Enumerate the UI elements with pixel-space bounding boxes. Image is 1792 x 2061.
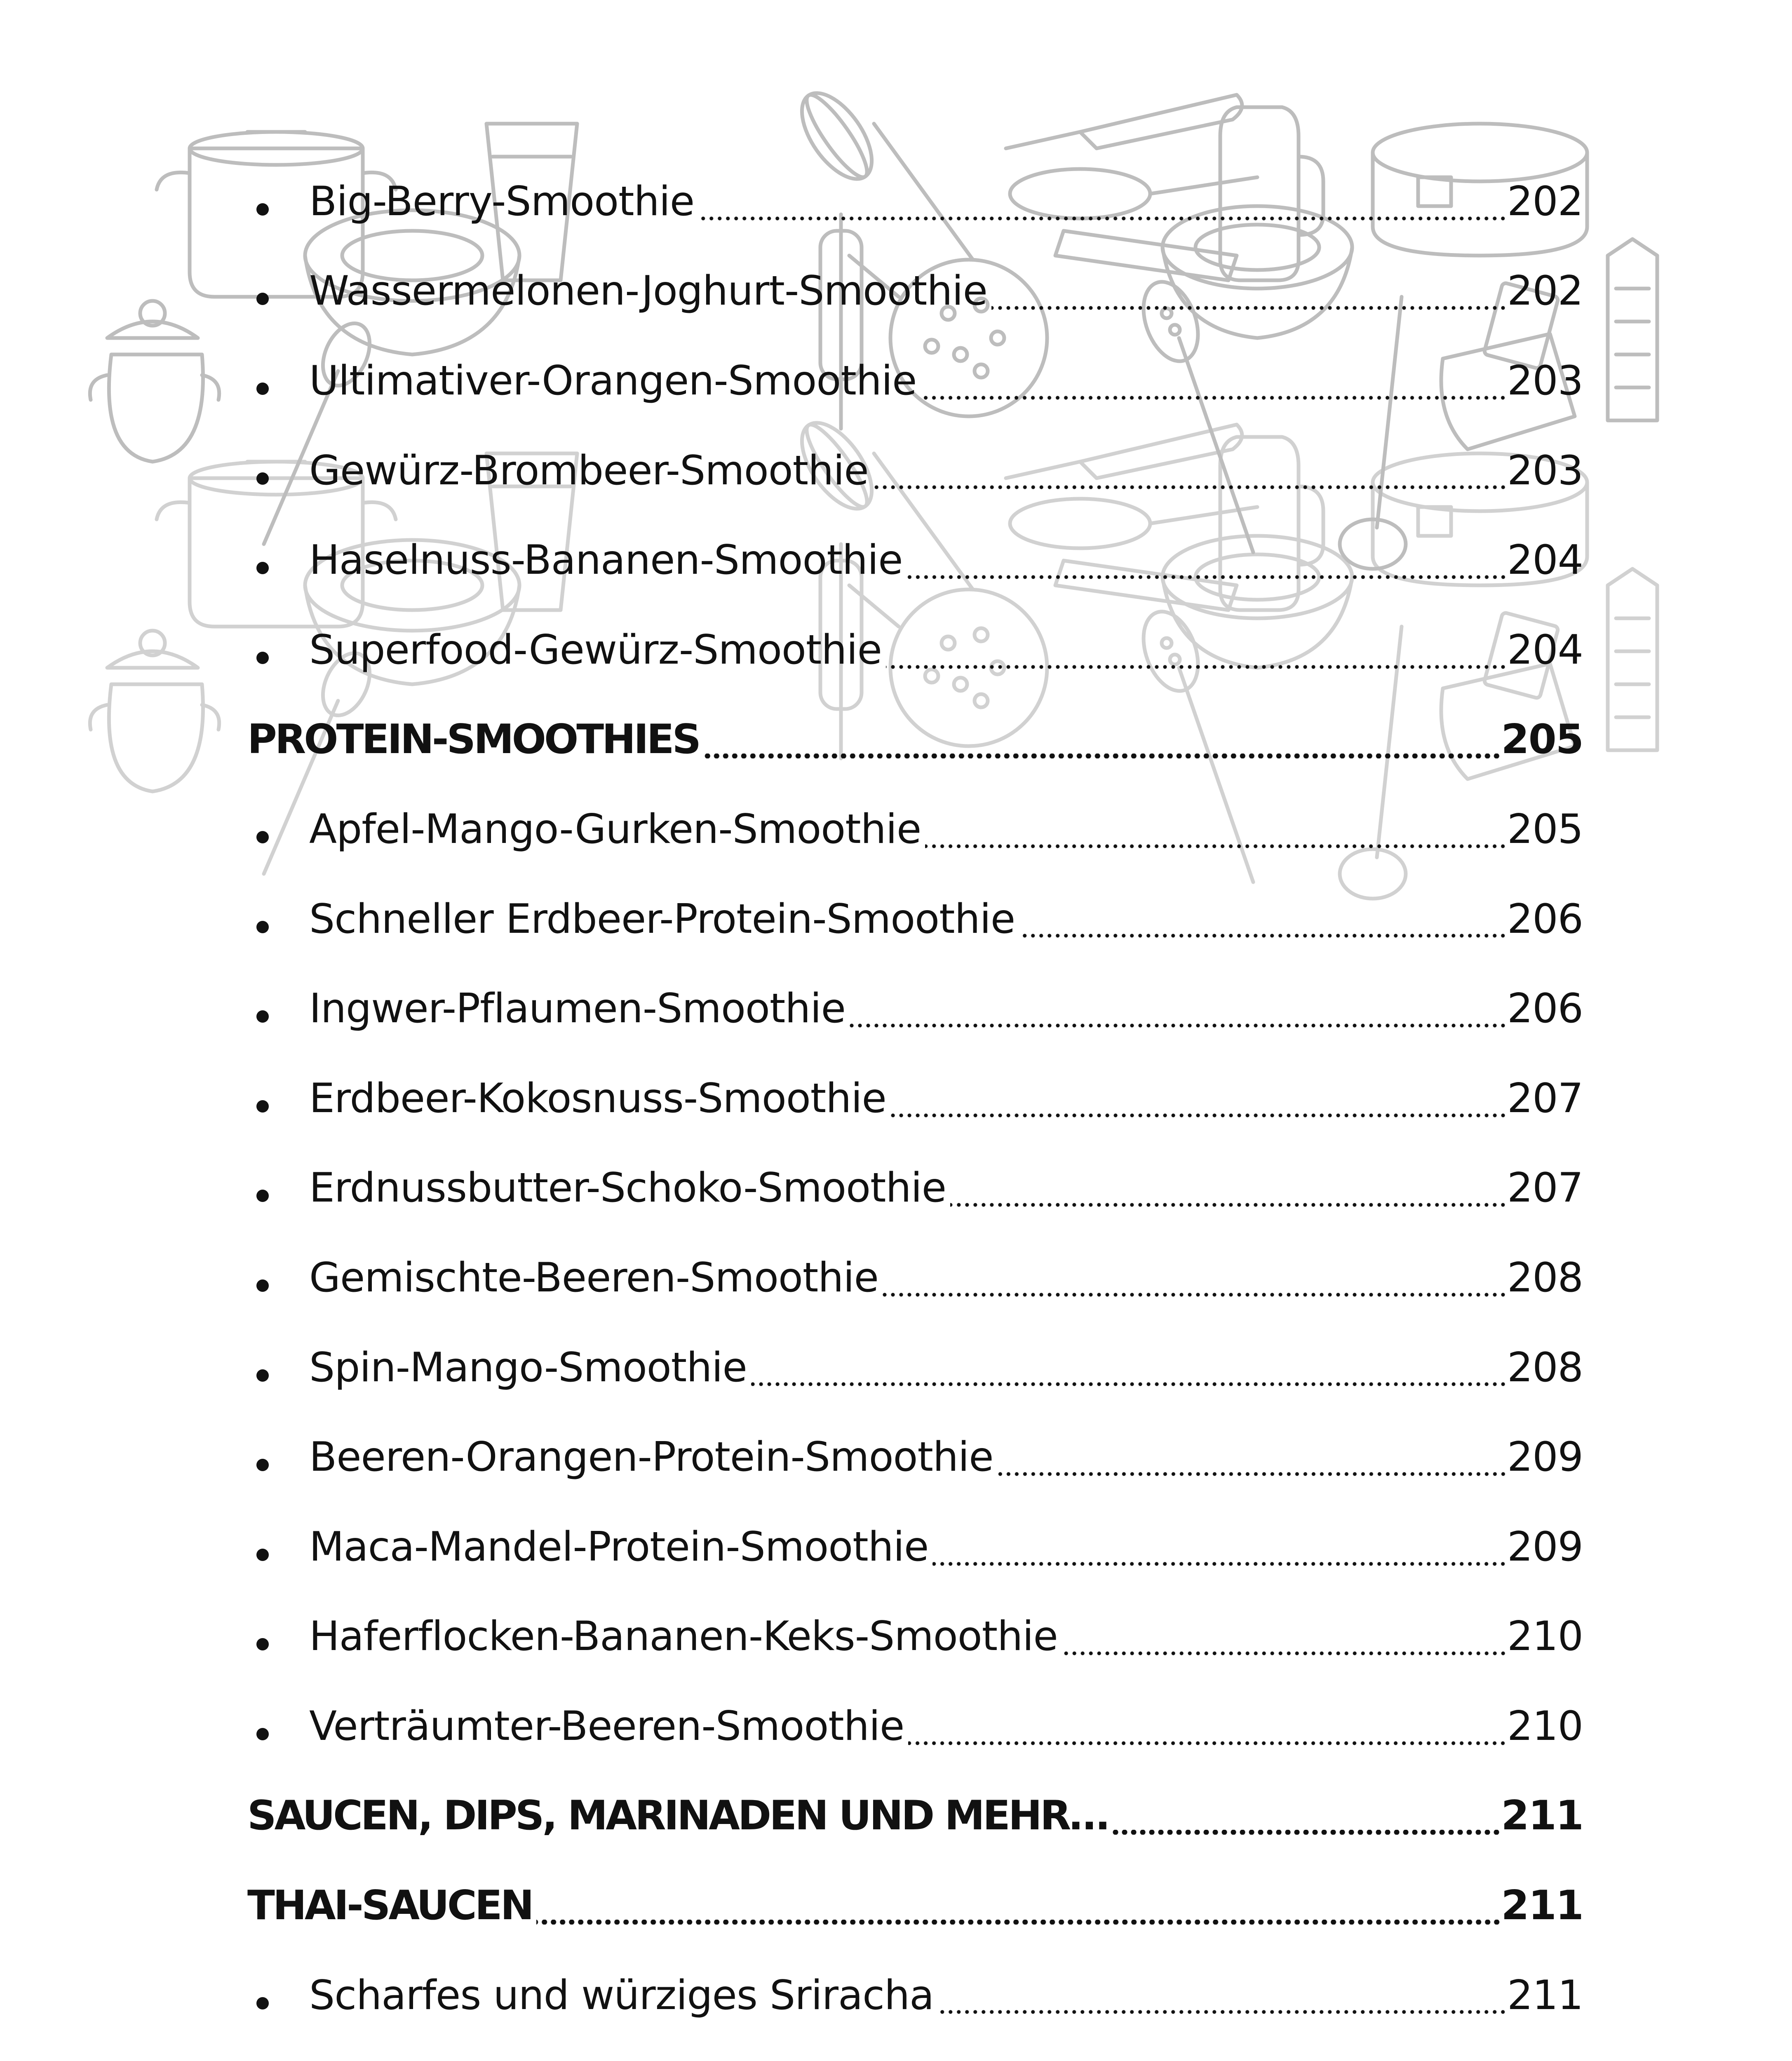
toc-entry-title: Wassermelonen-Joghurt-Smoothie [309, 268, 987, 315]
bullet-icon [256, 293, 269, 305]
dot-leader [883, 1293, 1507, 1297]
toc-entry[interactable] [247, 784, 1583, 874]
toc-entry-page: 211 [1507, 1972, 1583, 2019]
table-of-contents [247, 157, 1583, 2061]
dot-leader [991, 306, 1507, 310]
toc-entry-page: 204 [1507, 626, 1583, 674]
toc-entry-title: Spin-Mango-Smoothie [309, 1344, 747, 1391]
dot-leader [873, 485, 1507, 489]
dot-leader [1111, 1830, 1501, 1835]
bullet-icon [256, 652, 269, 664]
toc-entry[interactable] [247, 157, 1583, 246]
toc-entry-page: 206 [1507, 895, 1583, 943]
toc-entry-title: Erdbeer-Kokosnuss-Smoothie [309, 1075, 886, 1122]
toc-entry-page: 208 [1507, 1254, 1583, 1301]
toc-entry-title: Scharfes und würziges Sriracha [309, 1972, 934, 2019]
toc-entry[interactable] [247, 1233, 1583, 1323]
toc-entry-page: 205 [1507, 805, 1583, 853]
toc-heading-title: THAI-SAUCEN [247, 1882, 532, 1930]
dot-leader [1062, 1651, 1507, 1655]
toc-entry[interactable] [247, 1592, 1583, 1682]
toc-entry-title: Superfood-Gewürz-Smoothie [309, 626, 882, 674]
toc-entry-title: Haferflocken-Bananen-Keks-Smoothie [309, 1613, 1058, 1660]
toc-entry[interactable] [247, 426, 1583, 516]
toc-entry[interactable] [247, 246, 1583, 336]
bullet-icon [256, 1010, 269, 1023]
toc-entry[interactable] [247, 1323, 1583, 1413]
toc-entry-page: 209 [1507, 1434, 1583, 1481]
dot-leader [921, 396, 1507, 400]
toc-entry-page: 206 [1507, 985, 1583, 1033]
dot-leader [950, 1203, 1507, 1207]
toc-entry[interactable] [247, 1681, 1583, 1771]
toc-entry[interactable] [247, 336, 1583, 426]
toc-section-heading[interactable] [247, 1771, 1583, 1861]
toc-heading-page: 211 [1501, 1792, 1583, 1840]
dot-leader [932, 1562, 1507, 1566]
toc-heading-page: 211 [1501, 1882, 1583, 1930]
bullet-icon [256, 383, 269, 395]
toc-entry-title: Big-Berry-Smoothie [309, 178, 695, 225]
toc-entry[interactable] [247, 1502, 1583, 1592]
toc-heading-title: PROTEIN-SMOOTHIES [247, 716, 700, 763]
toc-entry-page: 203 [1507, 357, 1583, 404]
toc-entry-page: 204 [1507, 537, 1583, 584]
bullet-icon [256, 1279, 269, 1292]
bullet-icon [256, 1549, 269, 1561]
dot-leader [925, 844, 1507, 848]
toc-entry-title: Ultimativer-Orangen-Smoothie [309, 357, 917, 404]
toc-entry-page: 208 [1507, 1344, 1583, 1391]
toc-entry-title: Apfel-Mango-Gurken-Smoothie [309, 805, 921, 853]
dot-leader [908, 1741, 1507, 1745]
toc-entry-page: 209 [1507, 1523, 1583, 1570]
bullet-icon [256, 921, 269, 933]
dot-leader [890, 1113, 1507, 1117]
toc-entry[interactable] [247, 964, 1583, 1054]
toc-entry-page: 207 [1507, 1075, 1583, 1122]
toc-section-heading[interactable] [247, 695, 1583, 785]
bullet-icon [256, 203, 269, 216]
bullet-icon [256, 562, 269, 574]
toc-entry-title: Gewürz-Brombeer-Smoothie [309, 447, 869, 494]
toc-entry-page: 210 [1507, 1702, 1583, 1750]
toc-entry-page: 210 [1507, 1613, 1583, 1660]
toc-entry[interactable] [247, 1412, 1583, 1502]
dot-leader [536, 1920, 1501, 1925]
toc-entry-page: 202 [1507, 178, 1583, 225]
toc-entry-page: 202 [1507, 268, 1583, 315]
toc-entry[interactable] [247, 605, 1583, 695]
toc-entry-title: Ingwer-Pflaumen-Smoothie [309, 985, 846, 1033]
toc-entry-page: 207 [1507, 1164, 1583, 1212]
bullet-icon [256, 1369, 269, 1382]
toc-entry-title: Erdnussbutter-Schoko-Smoothie [309, 1164, 946, 1212]
bullet-icon [256, 1638, 269, 1650]
dot-leader [1019, 934, 1507, 938]
bullet-icon [256, 472, 269, 485]
bullet-icon [256, 1728, 269, 1740]
toc-heading-page: 205 [1501, 716, 1583, 763]
toc-entry[interactable] [247, 1951, 1583, 2040]
toc-entry[interactable] [247, 1143, 1583, 1233]
dot-leader [886, 665, 1507, 669]
bullet-icon [256, 831, 269, 843]
toc-entry[interactable] [247, 2040, 1583, 2061]
toc-entry-title: Haselnuss-Bananen-Smoothie [309, 537, 903, 584]
dot-leader [703, 754, 1501, 758]
toc-entry[interactable] [247, 515, 1583, 605]
bullet-icon [256, 1100, 269, 1113]
dot-leader [938, 2010, 1507, 2014]
toc-entry[interactable] [247, 874, 1583, 964]
bullet-icon [256, 1997, 269, 2009]
toc-entry[interactable] [247, 1054, 1583, 1143]
bullet-icon [256, 1190, 269, 1202]
toc-entry-title: Maca-Mandel-Protein-Smoothie [309, 1523, 929, 1570]
dot-leader [907, 575, 1507, 579]
toc-entry-title: Gemischte-Beeren-Smoothie [309, 1254, 878, 1301]
toc-heading-title: SAUCEN, DIPS, MARINADEN UND MEHR… [247, 1792, 1108, 1840]
toc-entry-title: Verträumter-Beeren-Smoothie [309, 1702, 904, 1750]
toc-section-heading[interactable] [247, 1861, 1583, 1951]
dot-leader [850, 1023, 1507, 1028]
bullet-icon [256, 1459, 269, 1471]
dot-leader [698, 216, 1507, 221]
dot-leader [751, 1382, 1507, 1386]
toc-entry-page: 203 [1507, 447, 1583, 494]
dot-leader [998, 1472, 1507, 1476]
toc-entry-title: Schneller Erdbeer-Protein-Smoothie [309, 895, 1015, 943]
toc-entry-title: Beeren-Orangen-Protein-Smoothie [309, 1434, 993, 1481]
